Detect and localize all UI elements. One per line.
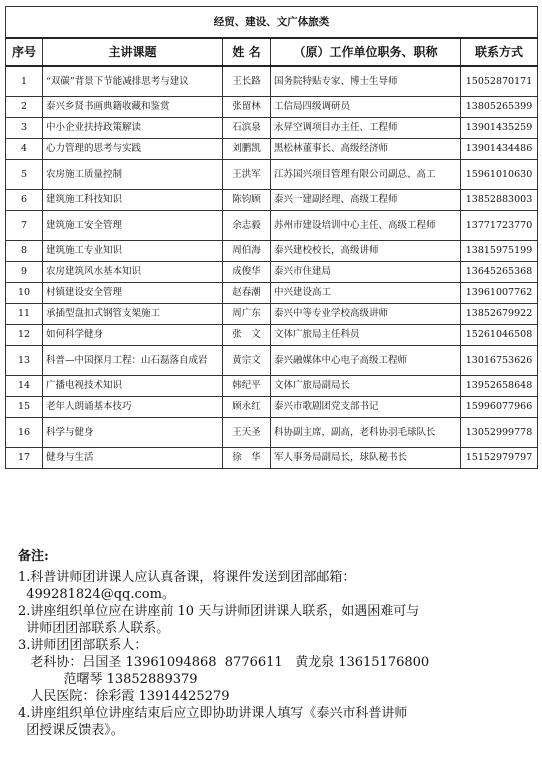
notes-lines [18, 569, 528, 739]
cell-no: 11 [6, 303, 43, 324]
cell-name: 成俊华 [223, 261, 271, 282]
table-row [6, 189, 538, 210]
cell-topic: 心力管理的思考与实践 [43, 138, 223, 159]
cell-phone: 15152979797 [461, 447, 538, 468]
note-line: 4.讲座组织单位讲座结束后应立即协助讲课人填写《泰兴市科普讲师 [18, 706, 408, 721]
cell-topic: 建筑施工科技知识 [43, 189, 223, 210]
table-title-row [6, 7, 538, 39]
cell-topic: 科普—中国探月工程：山石磊落自成岩 [43, 345, 223, 375]
cell-phone: 13771723770 [461, 210, 538, 240]
cell-name: 石滨泉 [223, 117, 271, 138]
table-row [6, 447, 538, 468]
cell-name: 陈钧顾 [223, 189, 271, 210]
cell-unit: 永昇空调项目办主任、工程师 [271, 117, 461, 138]
cell-phone: 13961007762 [461, 282, 538, 303]
cell-topic: 中小企业扶持政策解读 [43, 117, 223, 138]
cell-phone: 13901435259 [461, 117, 538, 138]
cell-phone: 13852883003 [461, 189, 538, 210]
cell-topic: 如何科学健身 [43, 324, 223, 345]
header-unit: （原）工作单位职务、职称 [271, 38, 461, 66]
note-line: 老科协：吕国圣 13961094868 8776611 黄龙泉 13615176800 [18, 655, 430, 670]
cell-topic: 老年人朗诵基本技巧 [43, 396, 223, 417]
cell-topic: 科学与健身 [43, 417, 223, 447]
cell-unit: 泰兴融媒体中心电子高级工程师 [271, 345, 461, 375]
cell-phone: 15052870171 [461, 66, 538, 96]
cell-name: 周广东 [223, 303, 271, 324]
table-row [6, 210, 538, 240]
cell-phone: 13805265399 [461, 96, 538, 117]
cell-phone: 13645265368 [461, 261, 538, 282]
cell-no: 6 [6, 189, 43, 210]
cell-no: 1 [6, 66, 43, 96]
cell-topic: 广播电视技术知识 [43, 375, 223, 396]
cell-topic: 农房建筑风水基本知识 [43, 261, 223, 282]
cell-no: 15 [6, 396, 43, 417]
note-line: 范曙琴 13852889379 [18, 672, 198, 687]
cell-unit: 泰兴中等专业学校高级讲师 [271, 303, 461, 324]
cell-unit: 中兴建设高工 [271, 282, 461, 303]
cell-unit: 军人事务局副局长，球队秘书长 [271, 447, 461, 468]
cell-name: 周伯海 [223, 240, 271, 261]
cell-no: 12 [6, 324, 43, 345]
cell-unit: 泰兴市歌剧团党支部书记 [271, 396, 461, 417]
cell-no: 2 [6, 96, 43, 117]
table-row [6, 282, 538, 303]
table-row [6, 159, 538, 189]
cell-phone: 13852679922 [461, 303, 538, 324]
cell-no: 9 [6, 261, 43, 282]
cell-name: 王天圣 [223, 417, 271, 447]
cell-unit: 科协副主席，副高，老科协羽毛球队长 [271, 417, 461, 447]
note-line: 讲师团团部联系人联系。 [18, 621, 170, 636]
lecturer-table [5, 6, 538, 469]
cell-topic: “双碳”背景下节能减排思考与建议 [43, 66, 223, 96]
cell-name: 韩纪平 [223, 375, 271, 396]
cell-no: 8 [6, 240, 43, 261]
note-line: 499281824@qq.com。 [18, 587, 175, 602]
note-line: 团授课反馈表》。 [18, 723, 124, 738]
cell-name: 王长路 [223, 66, 271, 96]
cell-phone: 15996077966 [461, 396, 538, 417]
cell-unit: 泰兴建校校长，高级讲师 [271, 240, 461, 261]
cell-unit: 文体广旅局副局长 [271, 375, 461, 396]
table-row [6, 396, 538, 417]
table-row [6, 345, 538, 375]
table-row [6, 117, 538, 138]
cell-name: 赵春潮 [223, 282, 271, 303]
cell-topic: 村镇建设安全管理 [43, 282, 223, 303]
cell-name: 徐 华 [223, 447, 271, 468]
table-row [6, 66, 538, 96]
cell-phone: 13815975199 [461, 240, 538, 261]
header-phone: 联系方式 [461, 38, 538, 66]
cell-name: 王洪军 [223, 159, 271, 189]
cell-unit: 泰兴市住建局 [271, 261, 461, 282]
cell-phone: 15261046508 [461, 324, 538, 345]
cell-phone: 13052999778 [461, 417, 538, 447]
cell-topic: 建筑施工专业知识 [43, 240, 223, 261]
cell-unit: 文体广旅局主任科员 [271, 324, 461, 345]
cell-unit: 国务院特贴专家、博士生导师 [271, 66, 461, 96]
cell-unit: 苏州市建设培训中心主任、高级工程师 [271, 210, 461, 240]
table-row [6, 240, 538, 261]
table-title: 经贸、建设、文广体旅类 [6, 7, 538, 39]
cell-name: 张留林 [223, 96, 271, 117]
cell-topic: 泰兴乡贤书画典籍收藏和鉴赏 [43, 96, 223, 117]
header-no: 序号 [6, 38, 43, 66]
cell-no: 16 [6, 417, 43, 447]
cell-phone: 15961010630 [461, 159, 538, 189]
cell-no: 5 [6, 159, 43, 189]
table-row [6, 138, 538, 159]
table-row [6, 324, 538, 345]
cell-phone: 13901434486 [461, 138, 538, 159]
cell-no: 10 [6, 282, 43, 303]
cell-topic: 建筑施工安全管理 [43, 210, 223, 240]
cell-no: 13 [6, 345, 43, 375]
cell-no: 4 [6, 138, 43, 159]
cell-name: 刘鹏凯 [223, 138, 271, 159]
cell-topic: 承插型盘扣式钢管支架施工 [43, 303, 223, 324]
table-row [6, 96, 538, 117]
cell-name: 黄宗文 [223, 345, 271, 375]
note-line: 人民医院：徐彩霞 13914425279 [18, 689, 230, 704]
table-row [6, 417, 538, 447]
cell-unit: 黑松林董事长、高级经济师 [271, 138, 461, 159]
header-topic: 主讲课题 [43, 38, 223, 66]
cell-unit: 工信局四级调研员 [271, 96, 461, 117]
table-row [6, 261, 538, 282]
table-row [6, 303, 538, 324]
cell-no: 7 [6, 210, 43, 240]
cell-no: 14 [6, 375, 43, 396]
table-row [6, 375, 538, 396]
notes-title: 备注: [18, 549, 49, 564]
cell-no: 17 [6, 447, 43, 468]
header-name: 姓 名 [223, 38, 271, 66]
note-line: 2.讲座组织单位应在讲座前 10 天与讲师团讲课人联系，如遇困难可与 [18, 604, 420, 619]
cell-unit: 泰兴一建副经理、高级工程师 [271, 189, 461, 210]
cell-no: 3 [6, 117, 43, 138]
table-header-row [6, 38, 538, 66]
cell-topic: 农房施工质量控制 [43, 159, 223, 189]
cell-phone: 13016753626 [461, 345, 538, 375]
cell-topic: 健身与生活 [43, 447, 223, 468]
cell-name: 余志毅 [223, 210, 271, 240]
cell-unit: 江苏国兴项目管理有限公司副总、高工 [271, 159, 461, 189]
notes-section [18, 548, 528, 739]
cell-name: 张 文 [223, 324, 271, 345]
lecturer-table-container [5, 6, 537, 469]
note-line: 3.讲师团团部联系人： [18, 638, 148, 653]
cell-phone: 13952658648 [461, 375, 538, 396]
cell-name: 顾永红 [223, 396, 271, 417]
note-line: 1.科普讲师团讲课人应认真备课，将课件发送到团部邮箱： [18, 570, 356, 585]
